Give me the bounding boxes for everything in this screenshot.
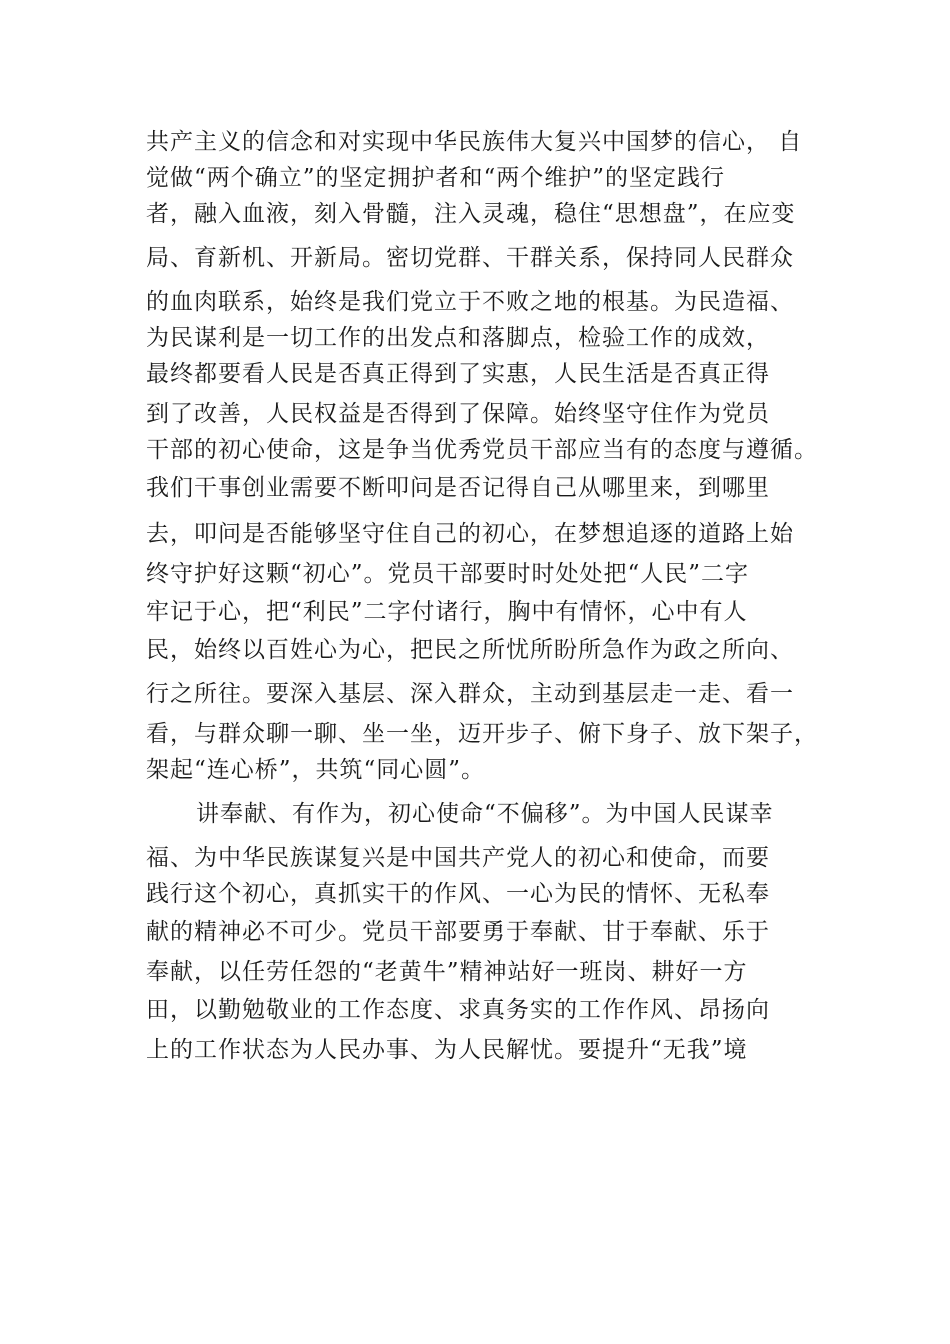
text-line: 者，融入血液，刻入骨髓，注入灵魂，稳住“思想盘”，在应变 [146,201,796,227]
text-line: 终守护好这颗“初心”。党员干部要时时处处把“人民”二字 [146,561,750,587]
text-line: 上的工作状态为人民办事、为人民解忧。要提升“无我”境 [146,1037,748,1063]
text-line: 献的精神必不可少。党员干部要勇于奉献、甘于奉献、乐于 [146,919,770,945]
text-line: 我们干事创业需要不断叩问是否记得自己从哪里来，到哪里 [146,475,770,501]
text-line: 践行这个初心，真抓实干的作风、一心为民的情怀、无私奉 [146,881,770,907]
text-line: 民，始终以百姓心为心，把民之所忧所盼所急作为政之所向、 [146,637,794,663]
text-line: 共产主义的信念和对实现中华民族伟大复兴中国梦的信心， 自 [146,129,803,155]
text-line: 福、为中华民族谋复兴是中国共产党人的初心和使命，而要 [146,845,770,871]
text-line: 干部的初心使命，这是争当优秀党员干部应当有的态度与遵循。 [146,437,818,463]
text-line: 架起“连心桥”，共筑“同心圆”。 [146,757,486,783]
text-line: 为民谋利是一切工作的出发点和落脚点，检验工作的成效， [146,325,770,351]
text-line: 去，叩问是否能够坚守住自己的初心，在梦想追逐的道路上始 [146,521,794,547]
text-line: 觉做“两个确立”的坚定拥护者和“两个维护”的坚定践行 [146,165,726,191]
text-line: 局、育新机、开新局。密切党群、干群关系，保持同人民群众 [146,245,794,271]
text-line: 看，与群众聊一聊、坐一坐，迈开步子、俯下身子、放下架子， [146,721,818,747]
text-line: 的血肉联系，始终是我们党立于不败之地的根基。为民造福、 [146,289,794,315]
text-line: 牢记于心，把“利民”二字付诸行，胸中有情怀，心中有人 [146,599,748,625]
text-line: 田，以勤勉敬业的工作态度、求真务实的工作作风、昂扬向 [146,997,770,1023]
paragraph-first-line: 讲奉献、有作为，初心使命“不偏移”。为中国人民谋幸 [196,801,774,827]
text-line: 最终都要看人民是否真正得到了实惠，人民生活是否真正得 [146,361,770,387]
text-line: 到了改善，人民权益是否得到了保障。始终坚守住作为党员 [146,401,770,427]
text-line: 行之所往。要深入基层、深入群众，主动到基层走一走、看一 [146,681,794,707]
text-line: 奉献，以任劳任怨的“老黄牛”精神站好一班岗、耕好一方 [146,959,748,985]
